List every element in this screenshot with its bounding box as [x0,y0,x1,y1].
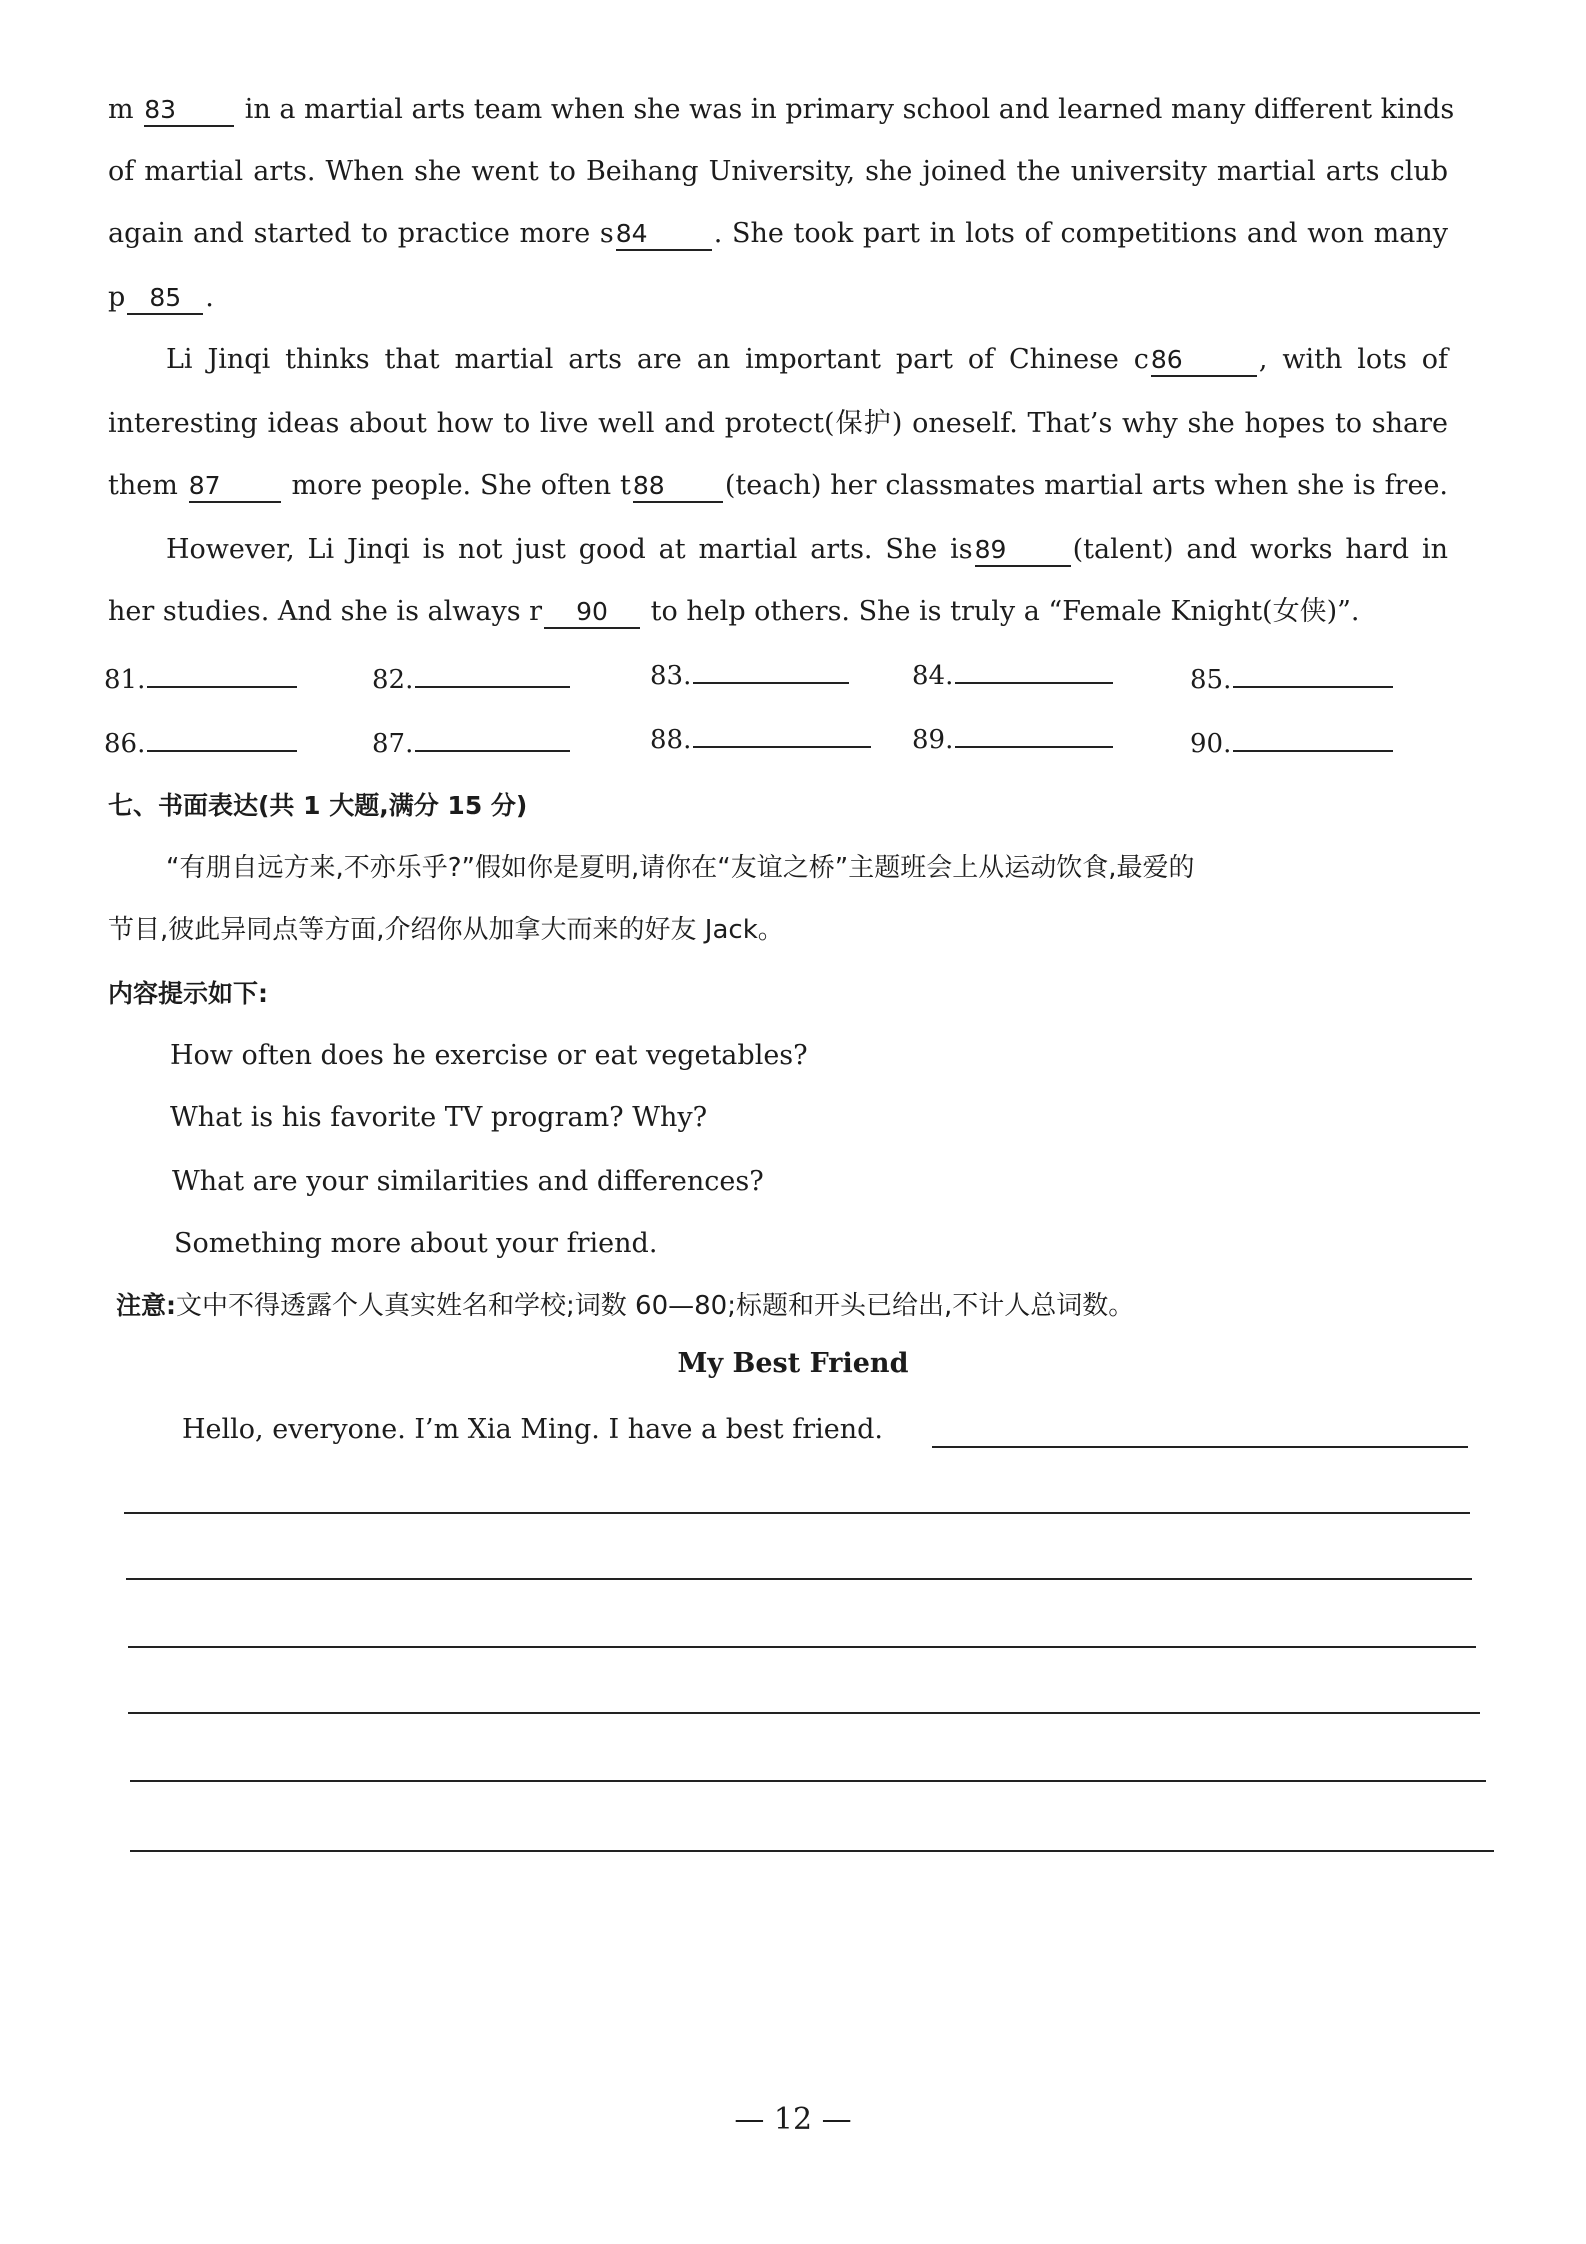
answer-slot-83: 83. [650,656,851,696]
blank-85[interactable]: 85 [127,283,203,315]
answer-slot-90: 90. [1190,724,1395,764]
answer-blank[interactable] [147,686,297,688]
blank-90[interactable]: 90 [544,597,640,629]
answer-blank[interactable] [415,686,570,688]
passage-line-7: them 87 more people. She often t88 (teach) her classmates martial arts when she is free. [108,470,1449,501]
passage-line-4: p 85 . [108,282,214,313]
answer-slot-86: 86. [104,724,299,764]
passage-line-9: her studies. And she is always r 90 to help others. She is truly a “Female Knight(女侠)”. [108,596,1360,627]
blank-87[interactable]: 87 [189,471,281,503]
answer-blank[interactable] [147,750,297,752]
page-number: — 12 — [734,2102,852,2137]
blank-83[interactable]: 83 [144,95,234,127]
answer-blank[interactable] [693,746,871,748]
section-prompt-line-2: 节目,彼此异同点等方面,介绍你从加拿大而来的好友 Jack。 [108,915,784,945]
writing-line[interactable] [126,1578,1472,1580]
blank-89[interactable]: 89 [975,535,1071,567]
passage-line-5: Li Jinqi thinks that martial arts are an important part of Chinese c86 , with lots of [166,344,1448,375]
writing-line[interactable] [124,1512,1470,1514]
answer-blank[interactable] [1233,686,1393,688]
writing-line[interactable] [128,1646,1476,1648]
blank-84[interactable]: 84 [616,219,712,251]
hint-item: How often does he exercise or eat vegetables? [170,1040,808,1071]
answer-blank[interactable] [1233,750,1393,752]
answer-slot-82: 82. [372,660,572,700]
section-heading: 七、书面表达(共 1 大题,满分 15 分) [108,791,528,820]
essay-opening: Hello, everyone. I’m Xia Ming. I have a best friend. [182,1414,884,1445]
hint-item: What are your similarities and differences? [172,1166,764,1197]
answer-blank[interactable] [693,682,849,684]
essay-title: My Best Friend [677,1348,909,1379]
passage-line-3: again and started to practice more s84 . She took part in lots of competitions and won many [108,218,1448,249]
answer-slot-81: 81. [104,660,299,700]
writing-note: 注意:文中不得透露个人真实姓名和学校;词数 60—80;标题和开头已给出,不计人总词数。 [116,1291,1135,1321]
writing-line[interactable] [128,1712,1480,1714]
answer-slot-87: 87. [372,724,572,764]
answer-slot-84: 84. [912,656,1115,696]
hints-heading: 内容提示如下: [108,979,268,1008]
answer-slot-85: 85. [1190,660,1395,700]
answer-slot-89: 89. [912,720,1115,760]
answer-blank[interactable] [955,682,1113,684]
passage-line-8: However, Li Jinqi is not just good at martial arts. She is89 (talent) and works hard in [166,534,1448,565]
hint-item: What is his favorite TV program? Why? [170,1102,708,1133]
writing-line[interactable] [130,1780,1486,1782]
blank-88[interactable]: 88 [633,471,723,503]
answer-blank[interactable] [955,746,1113,748]
passage-line-1: m 83 in a martial arts team when she was in primary school and learned many different kinds [108,94,1455,125]
writing-line[interactable] [130,1850,1494,1852]
answer-blank[interactable] [415,750,570,752]
answer-slot-88: 88. [650,720,873,760]
blank-86[interactable]: 86 [1151,345,1257,377]
passage-line-2: of martial arts. When she went to Beihang University, she joined the university martial arts club [108,156,1448,187]
passage-line-6: interesting ideas about how to live well and protect(保护) oneself. That’s why she hopes to share [108,408,1448,439]
writing-line[interactable] [932,1446,1468,1448]
section-prompt-line-1: “有朋自远方来,不亦乐乎?”假如你是夏明,请你在“友谊之桥”主题班会上从运动饮食,最爱的 [166,853,1195,883]
hint-item: Something more about your friend. [174,1228,658,1259]
